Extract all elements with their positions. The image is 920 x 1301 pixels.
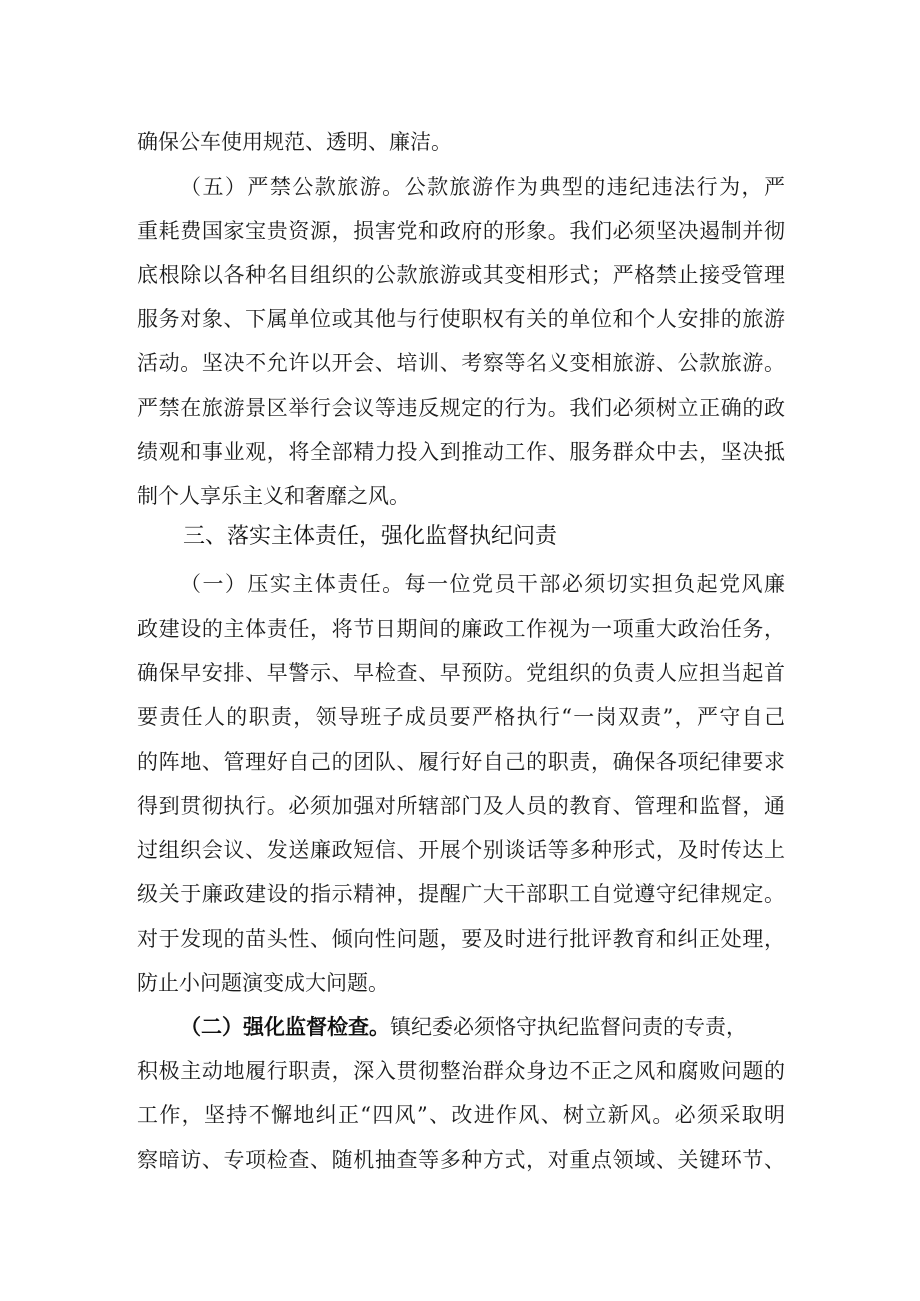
paragraph-line: 活动。坚决不允许以开会、培训、考察等名义变相旅游、公款旅游。 xyxy=(137,351,785,375)
paragraph-line: 的阵地、管理好自己的团队、履行好自己的职责，确保各项纪律要求 xyxy=(137,750,785,774)
paragraph-text: 镇纪委必须恪守执纪监督问责的专责， xyxy=(390,1015,747,1039)
paragraph-line: 察暗访、专项检查、随机抽查等多种方式，对重点领域、关键环节、 xyxy=(137,1148,785,1172)
paragraph-line: 制个人享乐主义和奢靡之风。 xyxy=(137,484,410,508)
paragraph-line: 对于发现的苗头性、倾向性问题，要及时进行批评教育和纠正处理， xyxy=(137,927,785,951)
paragraph-line: 工作，坚持不懈地纠正“四风”、改进作风、树立新风。必须采取明 xyxy=(137,1103,785,1127)
paragraph-line: （五）严禁公款旅游。公款旅游作为典型的违纪违法行为，严 xyxy=(180,175,785,199)
paragraph-line: 底根除以各种名目组织的公款旅游或其变相形式；严格禁止接受管理 xyxy=(137,263,785,287)
paragraph-line: 积极主动地履行职责，深入贯彻整治群众身边不正之风和腐败问题的 xyxy=(137,1059,785,1083)
paragraph-line: 过组织会议、发送廉政短信、开展个别谈话等多种形式，及时传达上 xyxy=(137,838,785,862)
paragraph-line: 防止小问题演变成大问题。 xyxy=(137,971,389,995)
paragraph-line: 绩观和事业观，将全部精力投入到推动工作、服务群众中去，坚决抵 xyxy=(137,440,785,464)
section-heading: 三、落实主体责任，强化监督执纪问责 xyxy=(183,524,558,549)
paragraph-line: 要责任人的职责，领导班子成员要严格执行“一岗双责”，严守自己 xyxy=(137,705,785,729)
paragraph-line: 服务对象、下属单位或其他与行使职权有关的单位和个人安排的旅游 xyxy=(137,307,785,331)
paragraph-line: 政建设的主体责任，将节日期间的廉政工作视为一项重大政治任务， xyxy=(137,617,785,641)
paragraph-line: 确保早安排、早警示、早检查、早预防。党组织的负责人应担当起首 xyxy=(137,661,785,685)
paragraph-line: 确保公车使用规范、透明、廉洁。 xyxy=(137,130,452,154)
paragraph-line: 级关于廉政建设的指示精神，提醒广大干部职工自觉遵守纪律规定。 xyxy=(137,882,785,906)
paragraph-line: 得到贯彻执行。必须加强对所辖部门及人员的教育、管理和监督，通 xyxy=(137,794,785,818)
subsection-lead: （二）强化监督检查。 xyxy=(180,1015,390,1039)
paragraph-line: 重耗费国家宝贵资源，损害党和政府的形象。我们必须坚决遏制并彻 xyxy=(137,219,785,243)
paragraph-line-first xyxy=(180,1012,785,1042)
paragraph-line: 严禁在旅游景区举行会议等违反规定的行为。我们必须树立正确的政 xyxy=(137,396,785,420)
paragraph-line: （一）压实主体责任。每一位党员干部必须切实担负起党风廉 xyxy=(180,572,785,596)
